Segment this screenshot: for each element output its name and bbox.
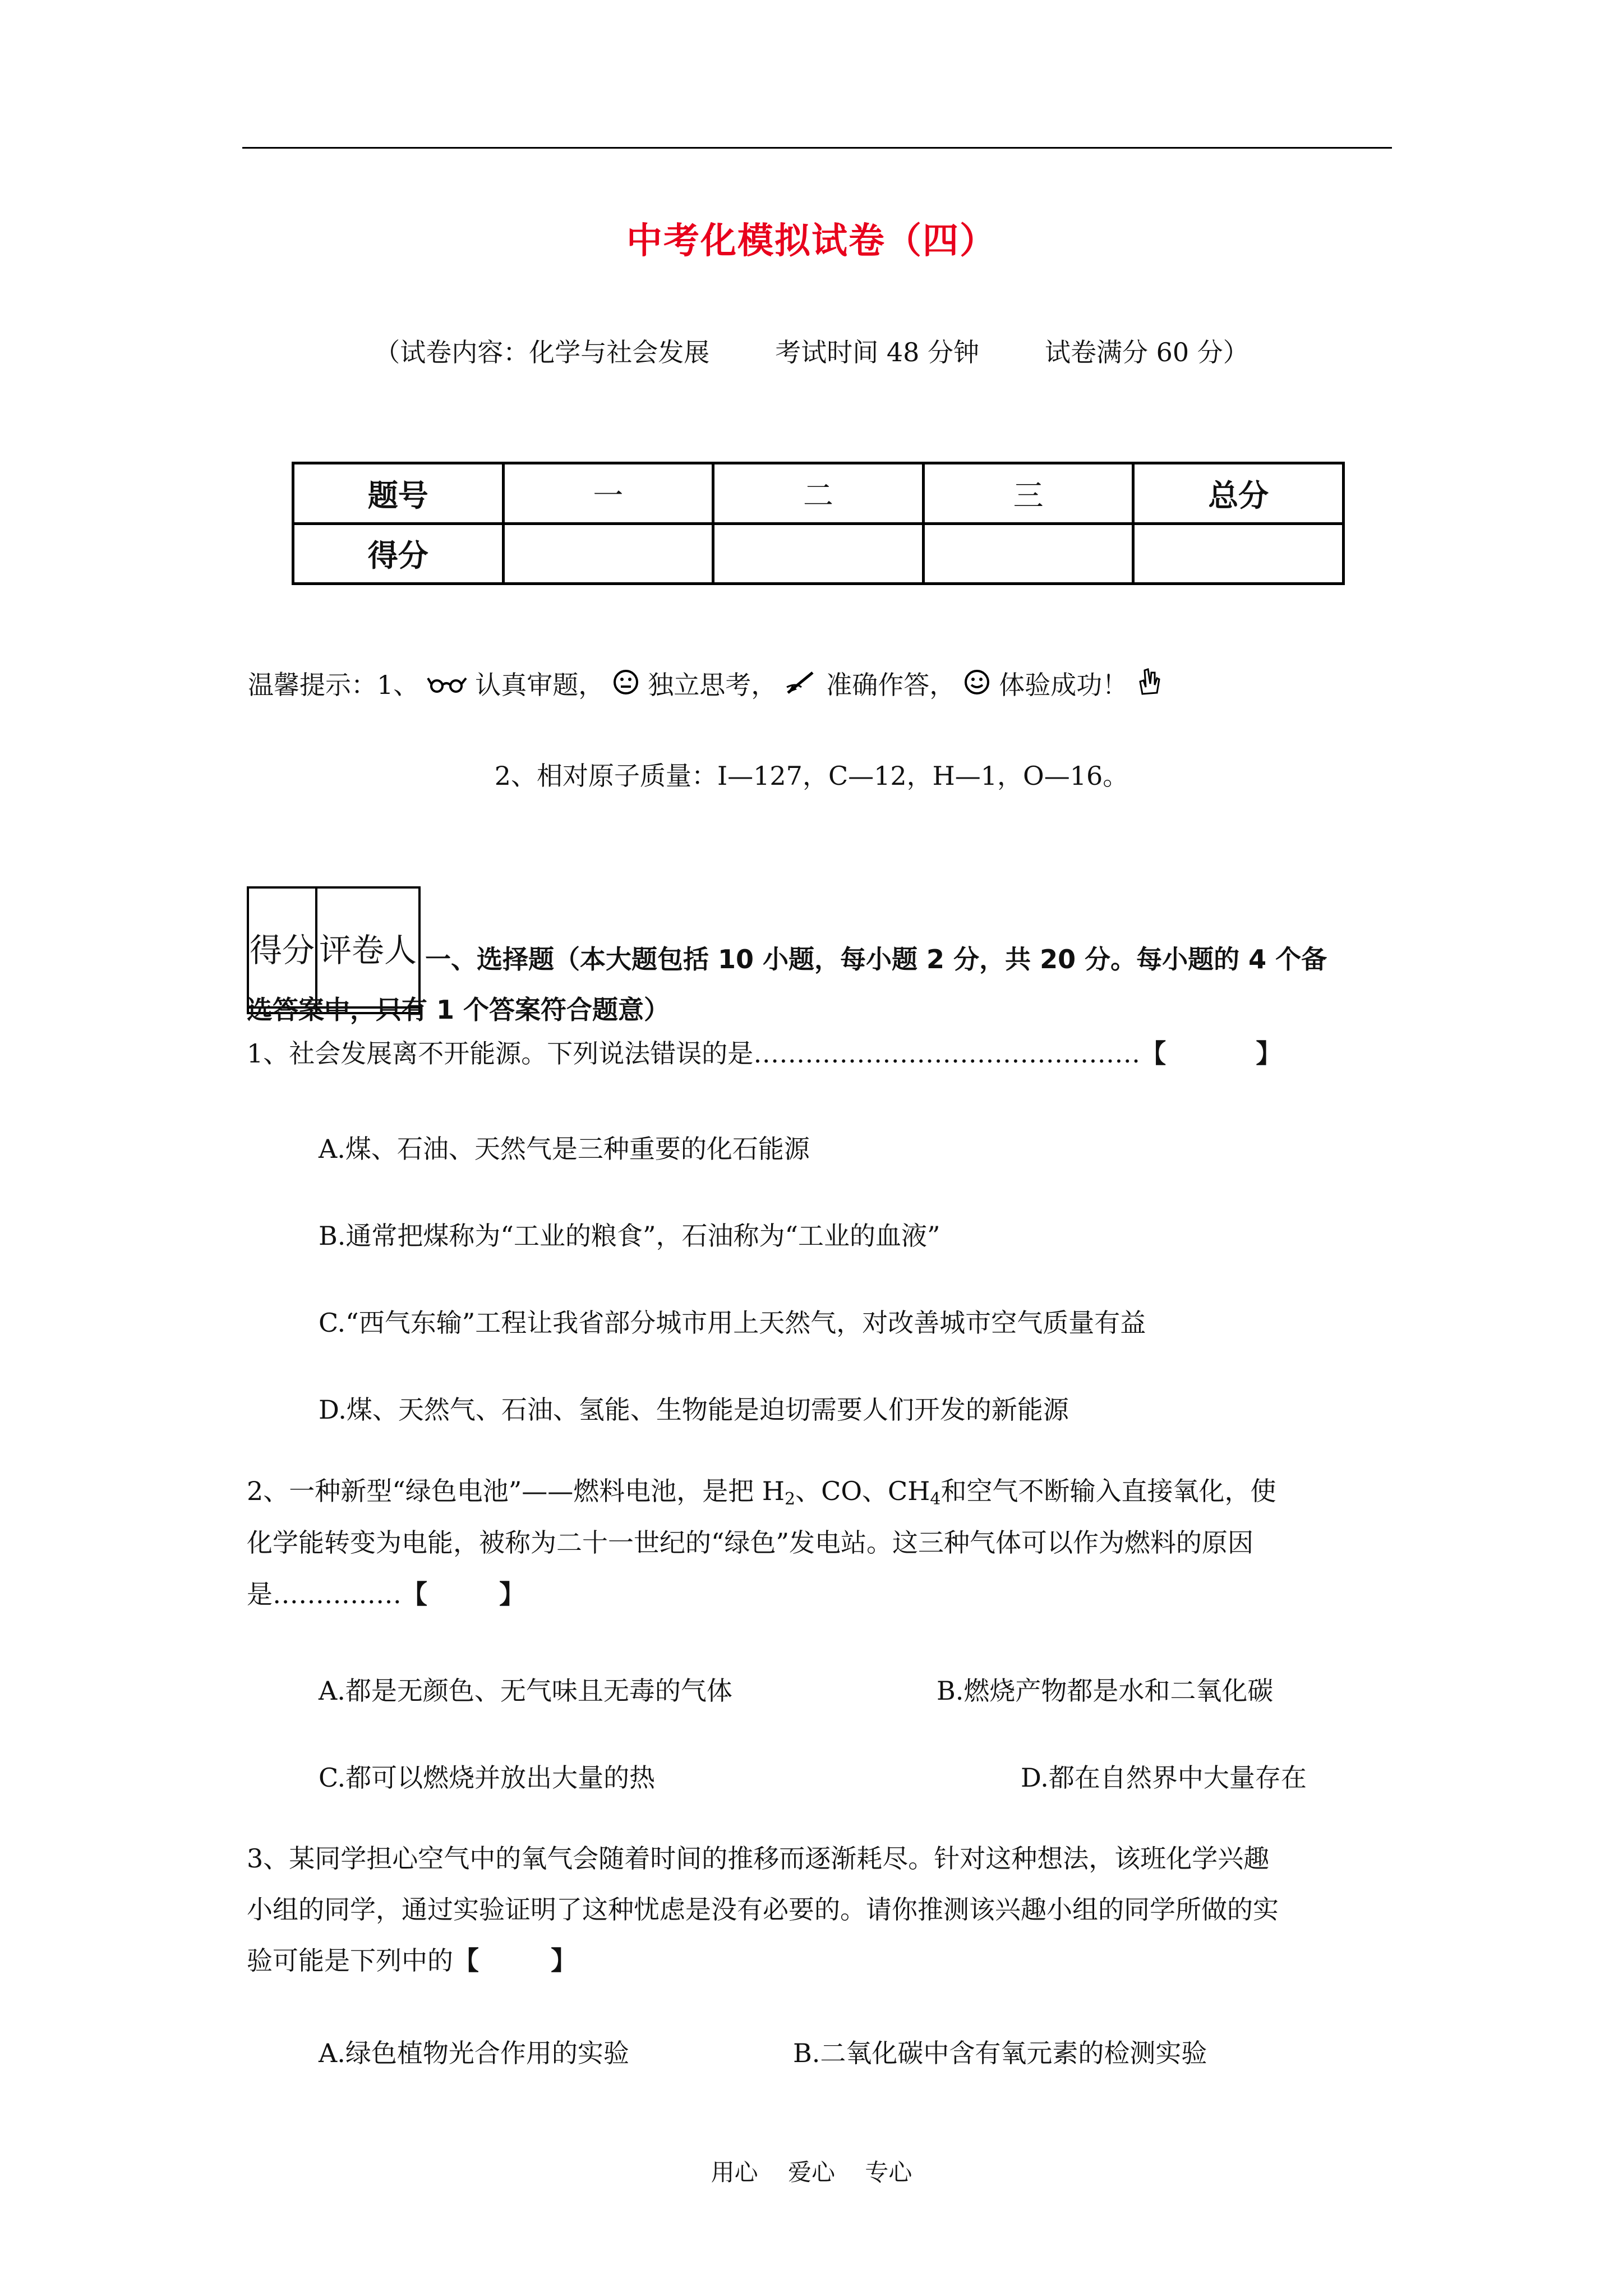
section-1-heading-cont: 选答案中，只有 1 个答案符合题意） — [247, 995, 670, 1025]
atomic-mass-note: 2、相对原子质量：I—127，C—12，H—1，O—16。 — [494, 761, 1129, 791]
question-3-stem-line-2: 小组的同学，通过实验证明了这种忧虑是没有必要的。请你推测该兴趣小组的同学所做的实 — [247, 1894, 1279, 1925]
smiley-icon — [963, 668, 991, 700]
question-3-answer-bracket: 【 】 — [453, 1945, 577, 1976]
question-1-option-d: D.煤、天然气、石油、氢能、生物能是迫切需要人们开发的新能源 — [319, 1395, 1069, 1425]
tips-line — [248, 665, 1169, 700]
score-cell-part-3 — [923, 523, 1133, 584]
pen-icon — [785, 668, 818, 700]
tip-success: 体验成功！ — [999, 670, 1128, 700]
question-2-option-c: C.都可以燃烧并放出大量的热 — [319, 1763, 656, 1793]
question-2-text-c: 和空气不断输入直接氧化，使 — [940, 1476, 1276, 1506]
question-1-option-b: B.通常把煤称为“工业的粮食”，石油称为“工业的血液” — [319, 1221, 940, 1251]
score-header-part-2: 二 — [713, 463, 924, 524]
question-3-option-a: A.绿色植物光合作用的实验 — [319, 2038, 629, 2068]
question-2-text-line-3: 是…………… — [247, 1579, 402, 1609]
glasses-icon — [427, 674, 467, 700]
tip-accurate-answer: 准确作答， — [826, 670, 956, 700]
score-cell-part-1 — [503, 523, 713, 584]
score-header-part-1: 一 — [503, 463, 713, 524]
question-2-answer-bracket: 【 】 — [402, 1579, 525, 1609]
score-table-score-row — [293, 523, 1344, 584]
header-rule — [242, 147, 1392, 149]
question-2-stem-line-1 — [247, 1476, 1396, 1509]
grader-score-label: 得分 — [248, 887, 316, 1007]
question-2-option-b: B.燃烧产物都是水和二氧化碳 — [937, 1676, 1274, 1706]
question-3-stem-line-3 — [247, 1945, 1396, 1976]
tip-careful-reading: 认真审题， — [475, 670, 605, 700]
question-2-option-d: D.都在自然界中大量存在 — [1021, 1763, 1307, 1793]
score-header-total: 总分 — [1133, 463, 1344, 524]
hand-icon — [1136, 665, 1161, 700]
question-1-text: 1、社会发展离不开能源。下列说法错误的是……………………………………… — [247, 1038, 1141, 1069]
question-2-option-a: A.都是无颜色、无气味且无毒的气体 — [319, 1676, 732, 1706]
grader-name-label: 评卷人 — [316, 887, 419, 1007]
question-2-stem-line-3 — [247, 1581, 1396, 1607]
exam-info: （试卷内容：化学与社会发展 考试时间 48 分钟 试卷满分 60 分） — [374, 337, 1249, 367]
ch4-subscript: 4 — [930, 1489, 941, 1509]
section-1-heading: 一、选择题（本大题包括 10 小题，每小题 2 分，共 20 分。每小题的 4 个备 — [425, 944, 1327, 974]
question-3-text-line-3: 验可能是下列中的 — [247, 1945, 453, 1976]
page-footer: 用心 爱心 专心 — [711, 2159, 912, 2186]
question-1-option-c: C.“西气东输”工程让我省部分城市用上天然气，对改善城市空气质量有益 — [319, 1308, 1146, 1338]
thinking-face-icon — [612, 668, 640, 700]
question-1-stem — [247, 1038, 1396, 1069]
h2-subscript: 2 — [785, 1489, 796, 1509]
question-2-text-b: 、CO、CH — [795, 1476, 930, 1506]
score-header-part-3: 三 — [923, 463, 1133, 524]
score-table — [292, 462, 1345, 585]
question-2-text-a: 2、一种新型“绿色电池”——燃料电池，是把 H — [247, 1476, 785, 1506]
score-cell-part-2 — [713, 523, 924, 584]
tip-independent-thinking: 独立思考， — [648, 670, 777, 700]
score-table-header-row — [293, 463, 1344, 524]
question-1-option-a: A.煤、石油、天然气是三种重要的化石能源 — [319, 1134, 810, 1164]
tips-lead: 温馨提示：1、 — [248, 670, 419, 700]
score-row-label: 得分 — [293, 523, 504, 584]
question-1-answer-bracket: 【 】 — [1140, 1038, 1282, 1069]
page-title: 中考化模拟试卷（四） — [626, 220, 997, 262]
score-header-label: 题号 — [293, 463, 504, 524]
question-2-stem-line-2: 化学能转变为电能，被称为二十一世纪的“绿色”发电站。这三种气体可以作为燃料的原因 — [247, 1527, 1254, 1558]
question-3-stem-line-1: 3、某同学担心空气中的氧气会随着时间的推移而逐渐耗尽。针对这种想法，该班化学兴趣 — [247, 1843, 1270, 1874]
question-3-option-b: B.二氧化碳中含有氧元素的检测实验 — [793, 2038, 1207, 2068]
score-cell-total — [1133, 523, 1344, 584]
